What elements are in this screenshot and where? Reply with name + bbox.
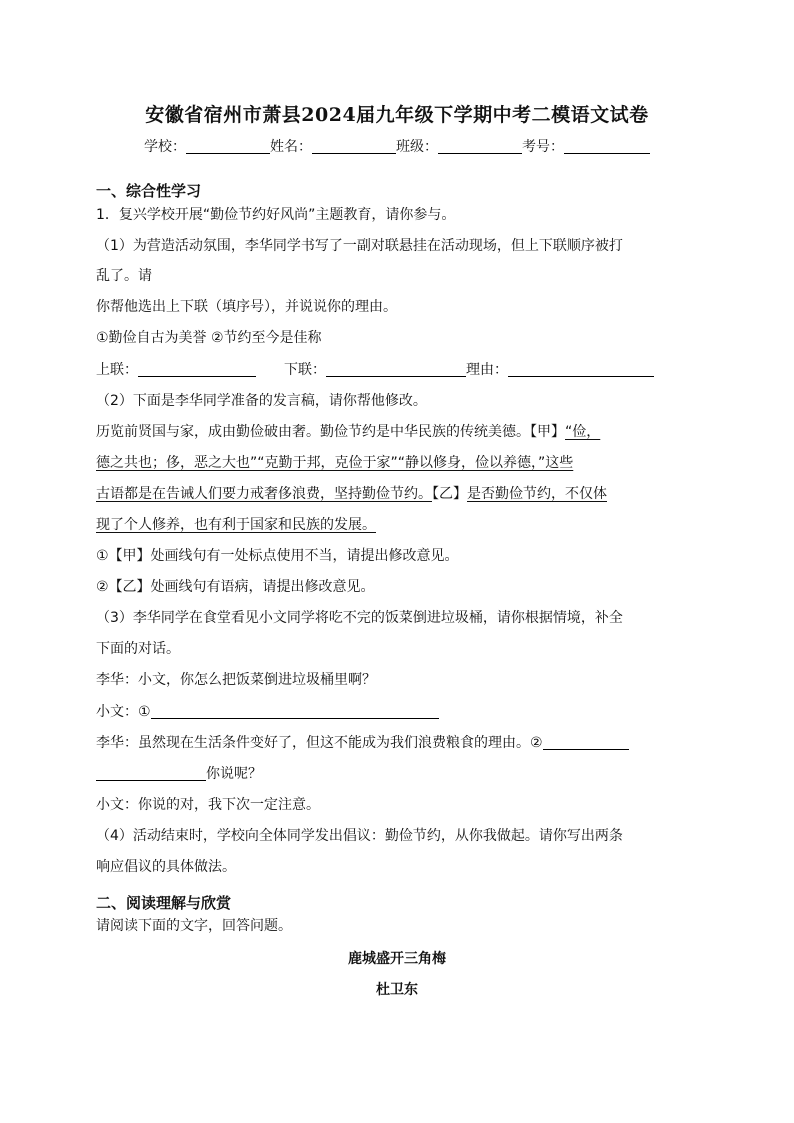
name-label: 姓名：	[270, 139, 312, 155]
upper-couplet-blank[interactable]	[138, 362, 256, 377]
speech-passage-line	[96, 422, 600, 442]
speech-passage-line	[96, 515, 376, 535]
dialogue-blank-1[interactable]	[151, 704, 439, 719]
section-heading: 一、综合性学习	[96, 182, 202, 200]
dialogue-blank-2-cont[interactable]	[96, 766, 206, 781]
sub-question-2: ②【乙】处画线句有语病，请提出修改意见。	[96, 579, 375, 595]
passage-text: 【乙】	[432, 486, 467, 502]
dialogue-blank-2[interactable]	[543, 735, 629, 750]
article-title: 鹿城盛开三角梅	[348, 951, 446, 967]
exam-number-label: 考号：	[522, 139, 564, 155]
student-info-line	[0, 136, 794, 156]
reading-intro: 请阅读下面的文字，回答问题。	[96, 918, 292, 934]
upper-couplet-label: 上联：	[96, 362, 138, 378]
question-1: 1．复兴学校开展“勤俭节约好风尚”主题教育，请你参与。	[96, 207, 456, 223]
dialogue-line: 小文：你说的对，我下次一定注意。	[96, 797, 320, 813]
exam-number-blank[interactable]	[564, 139, 650, 154]
passage-underlined: 是否勤俭节约，不仅体	[467, 486, 607, 502]
dialogue-speaker: 小文：①	[96, 704, 151, 720]
article-author: 杜卫东	[376, 982, 418, 998]
passage-text: 历览前贤国与家，成由勤俭破由奢。勤俭节约是中华民族的传统美德。【甲】	[96, 424, 565, 440]
part-1-prompt-cont: 乱了。请	[96, 268, 152, 284]
lower-couplet-blank[interactable]	[326, 362, 466, 377]
couplet-answer-line	[96, 360, 654, 380]
passage-underlined: 德之共也；侈，恶之大也”“克勤于邦，克俭于家”“静以修身，俭以养德，”这些	[96, 455, 574, 471]
part-3-prompt-cont: 下面的对话。	[96, 641, 180, 657]
passage-underlined: “俭，	[565, 424, 601, 440]
dialogue-text: 李华：虽然现在生活条件变好了，但这不能成为我们浪费粮食的理由。②	[96, 735, 543, 751]
part-1-prompt-cont: 你帮他选出上下联（填序号），并说说你的理由。	[96, 299, 397, 315]
speech-passage-line	[96, 484, 607, 504]
passage-underlined: 古语都是在告诫人们要力戒奢侈浪费，坚持勤俭节约。	[96, 486, 432, 502]
passage-underlined: 现了个人修养，也有利于国家和民族的发展。	[96, 517, 376, 533]
section-heading: 二、阅读理解与欣赏	[96, 894, 232, 912]
sub-question-1: ①【甲】处画线句有一处标点使用不当，请提出修改意见。	[96, 548, 459, 564]
part-4-prompt: （4）活动结束时，学校向全体同学发出倡议：勤俭节约，从你我做起。请你写出两条	[96, 828, 623, 844]
class-blank[interactable]	[438, 139, 522, 154]
dialogue-line	[96, 764, 262, 784]
reason-label: 理由：	[466, 362, 508, 378]
couplet-options: ①勤俭自古为美誉 ②节约至今是佳称	[96, 330, 322, 346]
part-2-prompt: （2）下面是李华同学准备的发言稿，请你帮他修改。	[96, 393, 427, 409]
reason-blank[interactable]	[508, 362, 654, 377]
dialogue-line	[96, 702, 439, 722]
lower-couplet-label: 下联：	[284, 362, 326, 378]
name-blank[interactable]	[312, 139, 396, 154]
dialogue-text: 你说呢？	[206, 766, 262, 782]
dialogue-line	[96, 733, 629, 753]
class-label: 班级：	[396, 139, 438, 155]
part-3-prompt: （3）李华同学在食堂看见小文同学将吃不完的饭菜倒进垃圾桶，请你根据情境，补全	[96, 610, 623, 626]
school-label: 学校：	[144, 139, 186, 155]
part-1-prompt: （1）为营造活动氛围，李华同学书写了一副对联悬挂在活动现场，但上下联顺序被打	[96, 238, 623, 254]
school-blank[interactable]	[186, 139, 270, 154]
dialogue-line: 李华：小文，你怎么把饭菜倒进垃圾桶里啊？	[96, 672, 376, 688]
part-4-prompt-cont: 响应倡议的具体做法。	[96, 859, 236, 875]
exam-title: 安徽省宿州市萧县2024届九年级下学期中考二模语文试卷	[145, 104, 649, 126]
speech-passage-line	[96, 453, 573, 473]
